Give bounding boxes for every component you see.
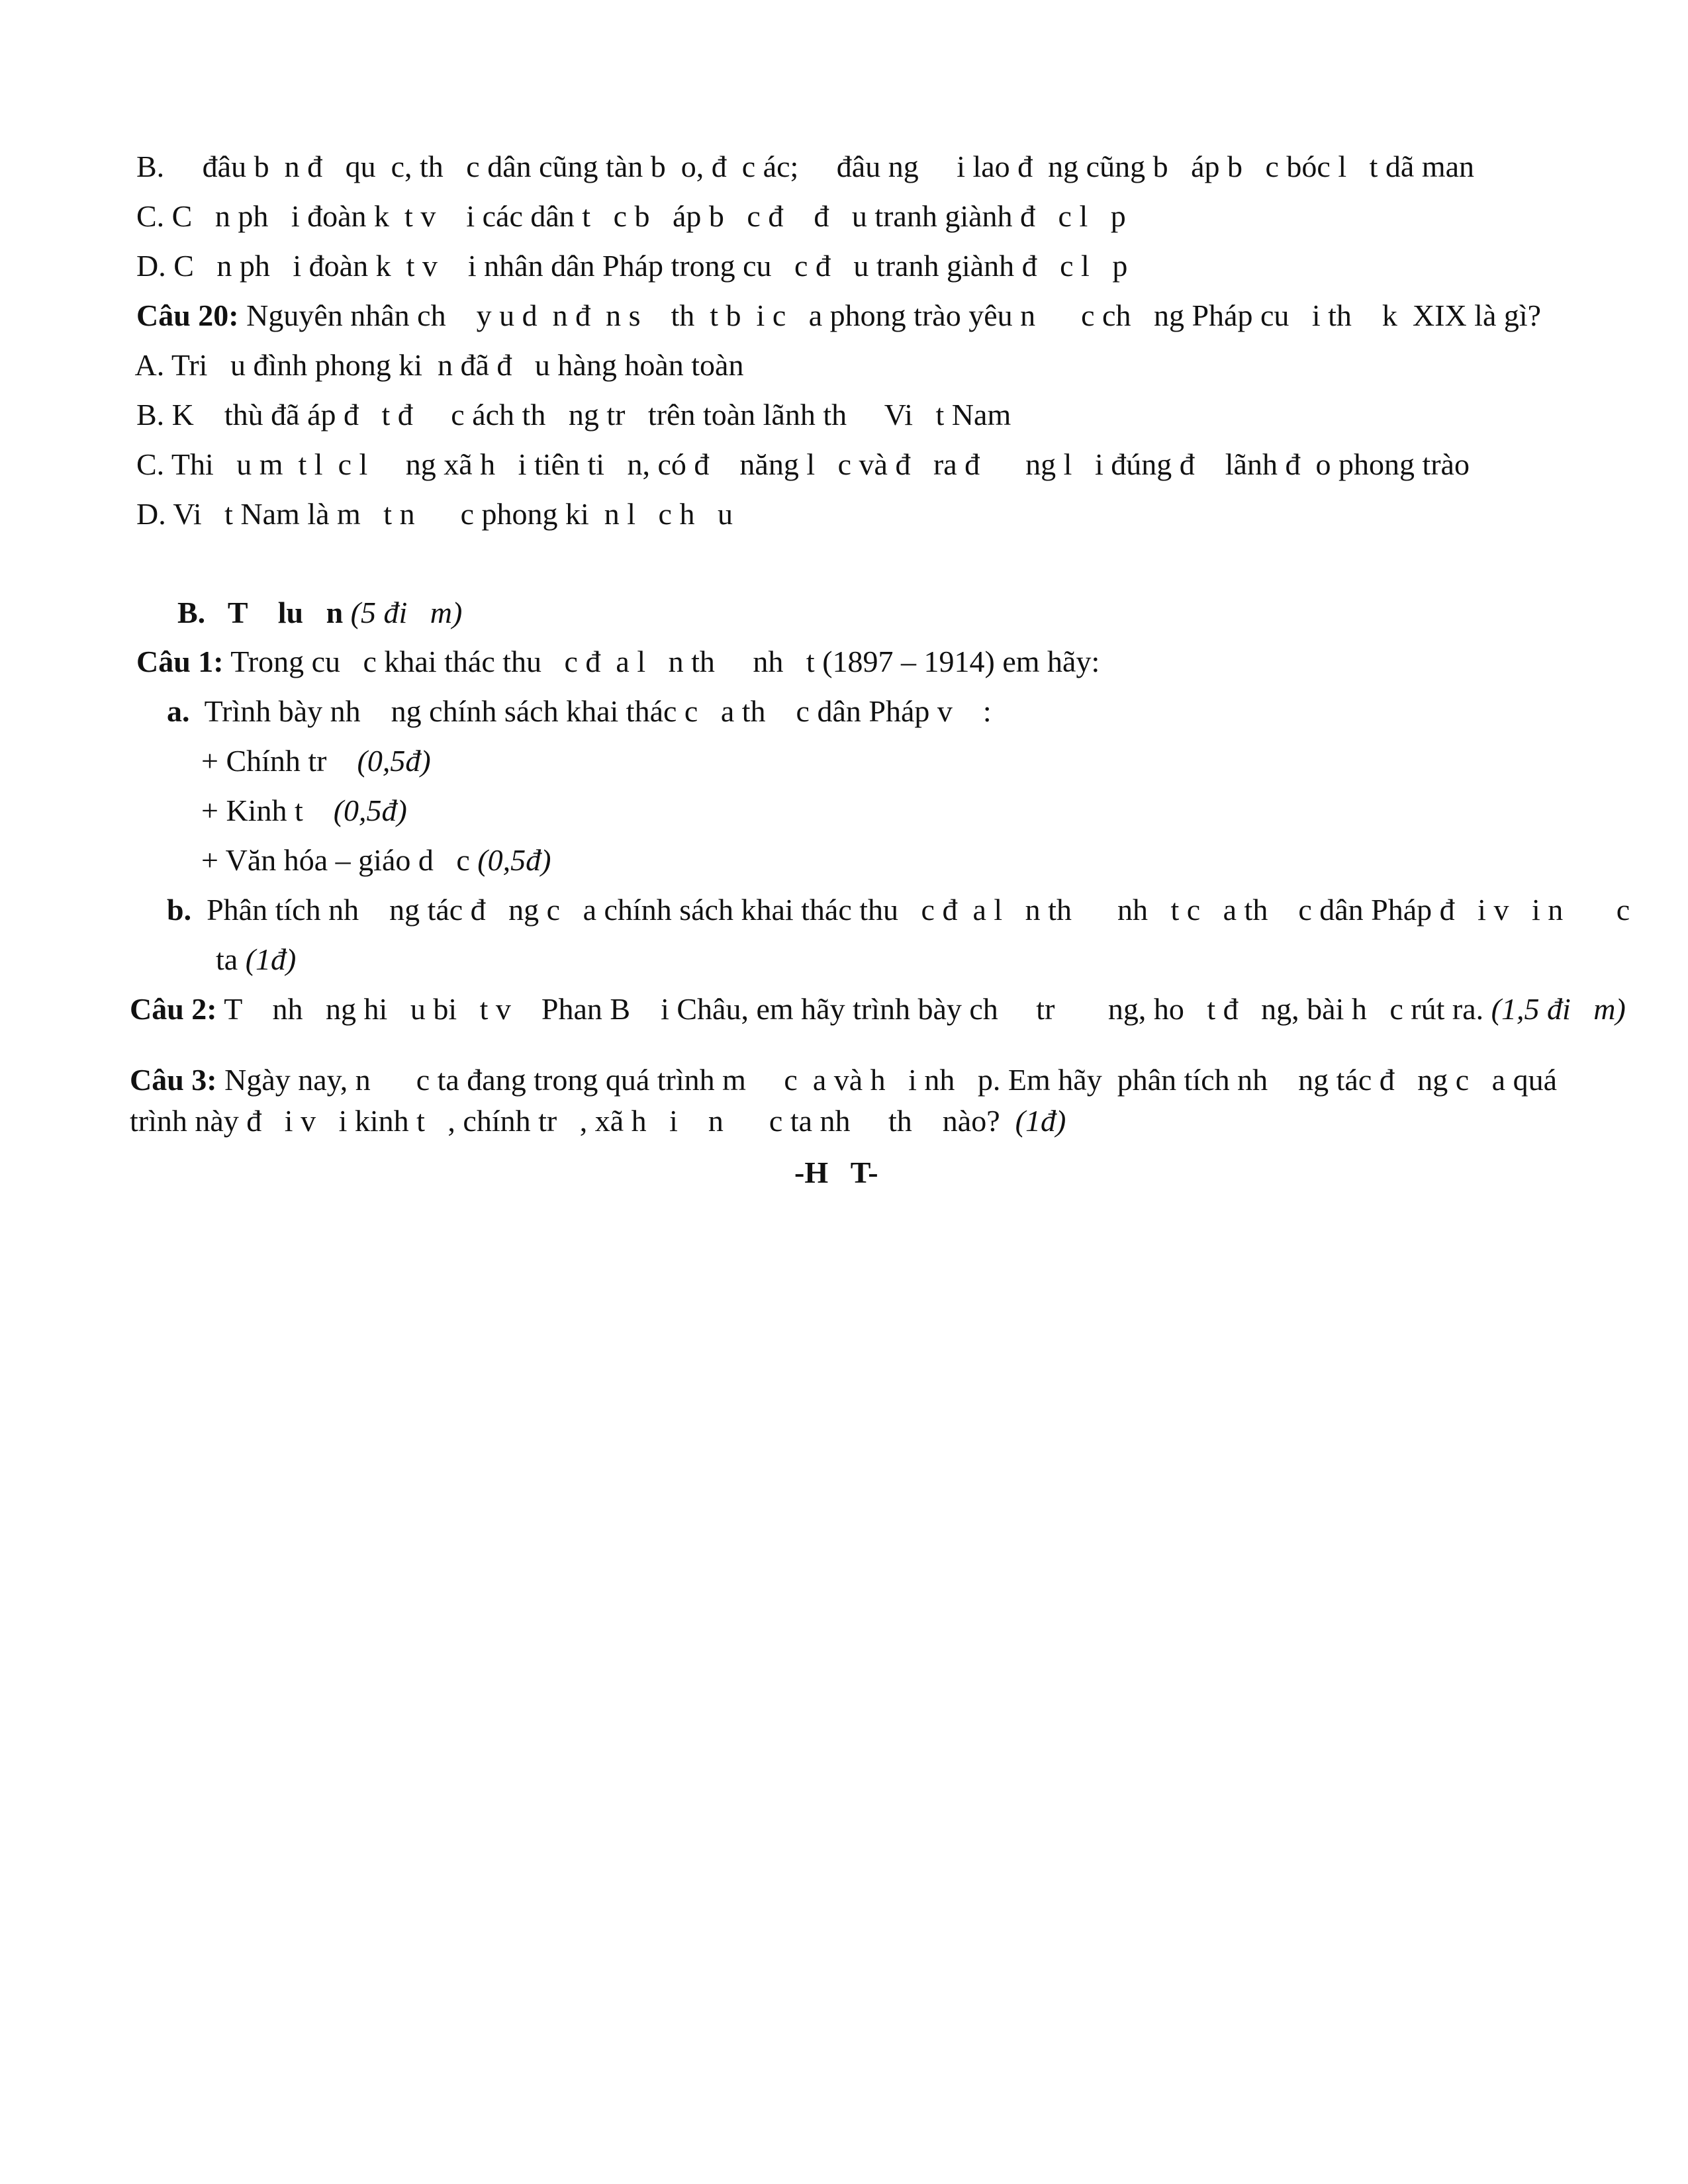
question-2-label: Câu 2: <box>130 992 217 1026</box>
end-mark: -H T- <box>794 1156 878 1189</box>
part-b-continued-text: ta <box>216 942 238 976</box>
q20-option-c-text: C. Thi u m t l c l ng xã h i tiên ti n, có đ năng l c và đ ra đ ng l i đúng đ lãnh đ o phong trào <box>136 447 1470 481</box>
essay-question-3-continued <box>99 1066 1066 1177</box>
part-a-text: Trình bày nh ng chính sách khai thác c a th c dân Pháp v : <box>189 694 992 728</box>
item-culture-points: (0,5đ) <box>469 843 551 877</box>
question-2-points: (1,5 đi m) <box>1483 992 1626 1026</box>
option-d-text: D. C n ph i đoàn k t v i nhân dân Pháp trong cu c đ u tranh giành đ c l p <box>136 249 1128 283</box>
section-b-label: B. T lu n <box>177 596 344 629</box>
question-20-text: Nguyên nhân ch y u d n đ n s th t b i c a phong trào yêu n c ch ng Pháp cu i th k XIX là gì? <box>238 298 1542 332</box>
question-20-label: Câu 20: <box>136 298 239 332</box>
section-b-points: (5 đi m) <box>343 596 463 629</box>
part-b-label: b. <box>167 893 192 927</box>
part-b-text: Phân tích nh ng tác đ ng c a chính sách khai thác thu c đ a l n th nh t c a th c dân Pháp đ i v i n c <box>191 893 1630 927</box>
q20-option-d-text: D. Vi t Nam là m t n c phong ki n l c h u <box>136 497 733 531</box>
item-economy-points: (0,5đ) <box>326 794 407 827</box>
part-b-points: (1đ) <box>238 942 297 976</box>
item-politics-text: + Chính tr <box>201 744 350 778</box>
q20-option-d <box>106 459 733 570</box>
question-1-text: Trong cu c khai thác thu c đ a l n th nh t (1897 – 1914) em hãy: <box>223 645 1100 678</box>
question-3-text-line-1: Ngày nay, n c ta đang trong quá trình m c a và h i nh p. Em hãy phân tích nh ng tác đ ng c a quá <box>216 1063 1557 1097</box>
option-b-text: B. đâu b n đ qu c, th c dân cũng tàn b o, đ c ác; đâu ng i lao đ ng cũng b áp b c bóc l t dã man <box>136 150 1475 183</box>
item-politics-points: (0,5đ) <box>350 744 431 778</box>
question-1-part-b <box>136 854 1630 966</box>
part-a-label: a. <box>167 694 190 728</box>
question-3-label: Câu 3: <box>130 1063 217 1097</box>
q20-option-a-text: A. Tri u đình phong ki n đã đ u hàng hoàn toàn <box>134 348 744 382</box>
question-3-text-line-2: trình này đ i v i kinh t , chính tr , xã h i n c ta nh th nào? <box>130 1104 1000 1138</box>
item-culture-text: + Văn hóa – giáo d c <box>201 843 470 877</box>
option-c-text: C. C n ph i đoàn k t v i các dân t c b áp b c đ đ u tranh giành đ c l p <box>136 199 1126 233</box>
q20-option-b-text: B. K thù đã áp đ t đ c ách th ng tr trên toàn lãnh th Vi t Nam <box>136 398 1011 432</box>
question-3-points: (1đ) <box>1000 1104 1066 1138</box>
question-1-label: Câu 1: <box>136 645 224 678</box>
item-economy-text: + Kinh t <box>201 794 326 827</box>
question-2-text: T nh ng hi u bi t v Phan B i Châu, em hãy trình bày ch tr ng, ho t đ ng, bài h c rút ra. <box>216 992 1484 1026</box>
